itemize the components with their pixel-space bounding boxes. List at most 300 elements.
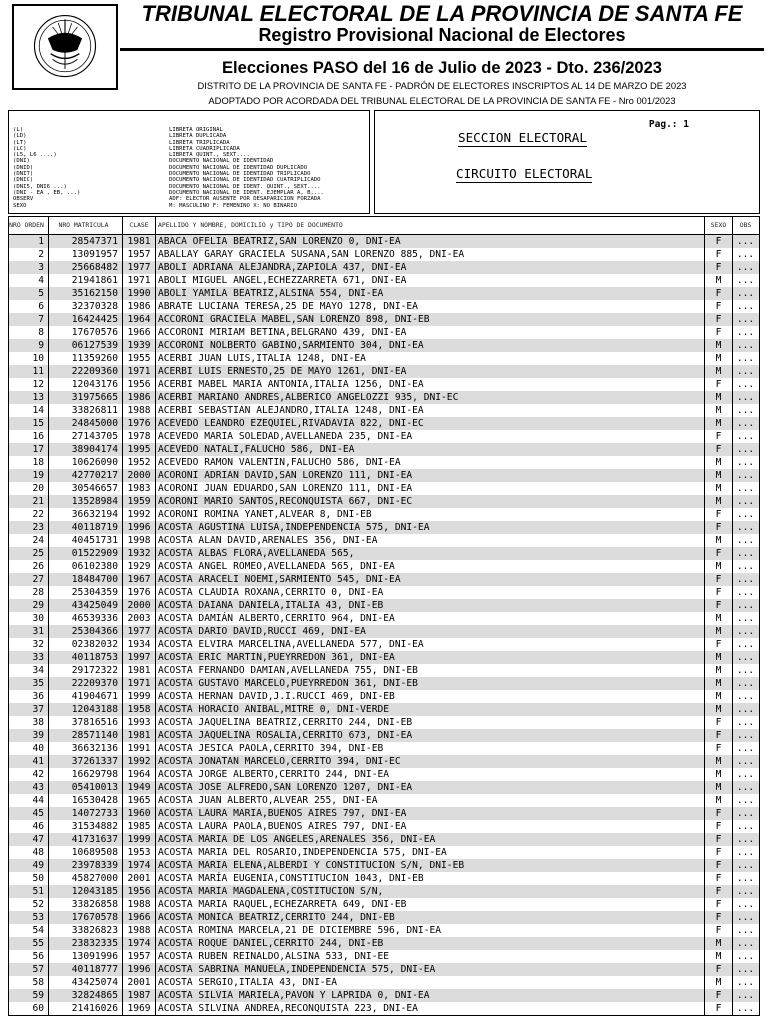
cell-clase: 1934	[123, 638, 156, 651]
table-row	[9, 807, 759, 820]
cell-apellido-domicilio: ACOSTA HORACIO ANIBAL,MITRE 0, DNI-VERDE	[156, 703, 705, 716]
cell-sexo: F	[705, 846, 733, 859]
cell-apellido-domicilio: ACOSTA MARIA DE LOS ANGELES,ARENALES 356, DNI-EA	[156, 833, 705, 846]
cell-sexo: M	[705, 781, 733, 794]
cell-nro-matricula: 16530428	[49, 794, 123, 807]
cell-obs: ...	[736, 522, 755, 533]
header-clase: CLASE	[123, 217, 156, 234]
cell-clase: 1996	[123, 963, 156, 976]
table-row	[9, 547, 759, 560]
cell-clase: 1957	[123, 950, 156, 963]
cell-apellido-domicilio: ACOSTA ALAN DAVID,ARENALES 356, DNI-EA	[156, 534, 705, 547]
table-row	[9, 755, 759, 768]
legend-description: DOCUMENTO NACIONAL DE IDENTIDAD DUPLICADO	[169, 164, 308, 171]
cell-obs: ...	[736, 717, 755, 728]
cell-apellido-domicilio: ACOSTA ROMINA MARCELA,21 DE DICIEMBRE 596, DNI-EA	[156, 924, 705, 937]
voter-roll-table	[8, 216, 760, 1016]
cell-sexo: F	[705, 807, 733, 820]
legend-description: DOCUMENTO NACIONAL DE IDENTIDAD CUATRIPLICADO	[169, 177, 321, 184]
cell-apellido-domicilio: ACOSTA ARACELI NOEMI,SARMIENTO 545, DNI-EA	[156, 573, 705, 586]
section-box	[374, 110, 760, 214]
cell-nro-matricula: 17670578	[49, 911, 123, 924]
cell-obs: ...	[736, 990, 755, 1001]
cell-nro-orden: 52	[9, 898, 49, 911]
legend-code: (DNI - EA , EB, ...)	[13, 189, 81, 196]
cell-obs: ...	[736, 379, 755, 390]
cell-nro-matricula: 28571140	[49, 729, 123, 742]
cell-obs: ...	[736, 418, 755, 429]
cell-nro-orden: 3	[9, 261, 49, 274]
cell-nro-matricula: 05410013	[49, 781, 123, 794]
cell-clase: 1990	[123, 287, 156, 300]
cell-apellido-domicilio: ACOSTA JAQUELINA BEATRIZ,CERRITO 244, DNI-EB	[156, 716, 705, 729]
cell-nro-orden: 13	[9, 391, 49, 404]
cell-nro-orden: 51	[9, 885, 49, 898]
cell-clase: 1966	[123, 326, 156, 339]
legend-description: DOCUMENTO NACIONAL DE IDENTIDAD	[169, 158, 274, 165]
cell-clase: 1953	[123, 846, 156, 859]
legend-code: (L)	[13, 127, 24, 133]
table-row	[9, 313, 759, 326]
table-row	[9, 768, 759, 781]
cell-sexo: M	[705, 495, 733, 508]
cell-sexo: M	[705, 391, 733, 404]
cell-nro-matricula: 40118719	[49, 521, 123, 534]
cell-clase: 1969	[123, 1002, 156, 1015]
cell-apellido-domicilio: ACOSTA FERNANDO DAMIAN,AVELLANEDA 755, DNI-EB	[156, 664, 705, 677]
table-row	[9, 404, 759, 417]
cell-sexo: F	[705, 287, 733, 300]
cell-nro-matricula: 41731637	[49, 833, 123, 846]
cell-obs: ...	[736, 821, 755, 832]
cell-apellido-domicilio: ABOLI MIGUEL ANGEL,ECHEZZARRETA 671, DNI-EA	[156, 274, 705, 287]
cell-nro-orden: 58	[9, 976, 49, 989]
header-nro-orden: NRO ORDEN	[9, 217, 49, 234]
table-row	[9, 716, 759, 729]
legend-description: DOCUMENTO NACIONAL DE IDENT. EJEMPLAR A, B,...	[169, 189, 324, 196]
cell-apellido-domicilio: ACOSTA CLAUDIA ROXANA,CERRITO 0, DNI-EA	[156, 586, 705, 599]
cell-sexo: F	[705, 547, 733, 560]
cell-nro-matricula: 45827000	[49, 872, 123, 885]
cell-nro-orden: 15	[9, 417, 49, 430]
cell-nro-orden: 36	[9, 690, 49, 703]
cell-nro-orden: 37	[9, 703, 49, 716]
cell-sexo: F	[705, 508, 733, 521]
table-row	[9, 794, 759, 807]
cell-clase: 1981	[123, 664, 156, 677]
cell-sexo: F	[705, 378, 733, 391]
cell-clase: 1986	[123, 300, 156, 313]
cell-nro-orden: 30	[9, 612, 49, 625]
cell-sexo: M	[705, 690, 733, 703]
cell-nro-orden: 42	[9, 768, 49, 781]
cell-nro-orden: 41	[9, 755, 49, 768]
cell-nro-matricula: 25304366	[49, 625, 123, 638]
cell-clase: 2001	[123, 872, 156, 885]
cell-nro-orden: 23	[9, 521, 49, 534]
cell-apellido-domicilio: ACOSTA SILVIA MARIELA,PAVON Y LAPRIDA 0, DNI-EA	[156, 989, 705, 1002]
table-row	[9, 482, 759, 495]
table-row	[9, 443, 759, 456]
cell-apellido-domicilio: ACOSTA JOSE ALFREDO,SAN LORENZO 1207, DNI-EA	[156, 781, 705, 794]
cell-apellido-domicilio: ACEVEDO MARIA SOLEDAD,AVELLANEDA 235, DNI-EA	[156, 430, 705, 443]
cell-obs: ...	[736, 639, 755, 650]
cell-nro-orden: 46	[9, 820, 49, 833]
table-row	[9, 833, 759, 846]
table-row	[9, 846, 759, 859]
cell-obs: ...	[736, 574, 755, 585]
cell-apellido-domicilio: ACOSTA JONATAN MARCELO,CERRITO 394, DNI-EC	[156, 755, 705, 768]
cell-apellido-domicilio: ACORONI MARIO SANTOS,RECONQUISTA 667, DNI-EC	[156, 495, 705, 508]
cell-apellido-domicilio: ACOSTA ELVIRA MARCELINA,AVELLANEDA 577, DNI-EA	[156, 638, 705, 651]
cell-obs: ...	[736, 405, 755, 416]
cell-nro-orden: 14	[9, 404, 49, 417]
cell-sexo: F	[705, 911, 733, 924]
legend-description: LIBRETA CUADRIPLICADA	[169, 145, 240, 152]
cell-sexo: M	[705, 612, 733, 625]
cell-nro-matricula: 46539336	[49, 612, 123, 625]
cell-nro-matricula: 12043185	[49, 885, 123, 898]
cell-sexo: F	[705, 885, 733, 898]
cell-obs: ...	[736, 314, 755, 325]
cell-sexo: F	[705, 521, 733, 534]
cell-sexo: F	[705, 872, 733, 885]
cell-obs: ...	[736, 275, 755, 286]
cell-clase: 1967	[123, 573, 156, 586]
legend-description: ADF: ELECTOR AUSENTE POR DESAPARICION FORZADA	[169, 196, 321, 203]
cell-clase: 1997	[123, 651, 156, 664]
cell-obs: ...	[736, 756, 755, 767]
cell-apellido-domicilio: ACEVEDO NATALI,FALUCHO 586, DNI-EA	[156, 443, 705, 456]
cell-obs: ...	[736, 691, 755, 702]
cell-sexo: F	[705, 573, 733, 586]
cell-nro-matricula: 38904174	[49, 443, 123, 456]
cell-apellido-domicilio: ABALLAY GARAY GRACIELA SUSANA,SAN LORENZO 885, DNI-EA	[156, 248, 705, 261]
cell-nro-orden: 31	[9, 625, 49, 638]
cell-sexo: M	[705, 664, 733, 677]
cell-sexo: M	[705, 365, 733, 378]
cell-clase: 1988	[123, 898, 156, 911]
cell-sexo: M	[705, 469, 733, 482]
table-row	[9, 651, 759, 664]
cell-nro-orden: 24	[9, 534, 49, 547]
cell-nro-orden: 25	[9, 547, 49, 560]
cell-nro-matricula: 36632136	[49, 742, 123, 755]
cell-nro-orden: 47	[9, 833, 49, 846]
cell-nro-orden: 28	[9, 586, 49, 599]
cell-apellido-domicilio: ACOSTA JORGE ALBERTO,CERRITO 244, DNI-EA	[156, 768, 705, 781]
cell-apellido-domicilio: ACERBI SEBASTIAN ALEJANDRO,ITALIA 1248, DNI-EA	[156, 404, 705, 417]
cell-nro-matricula: 27143705	[49, 430, 123, 443]
legend-row	[13, 203, 369, 209]
cell-apellido-domicilio: ACOSTA GUSTAVO MARCELO,PUEYRREDON 361, DNI-EB	[156, 677, 705, 690]
cell-obs: ...	[736, 626, 755, 637]
cell-obs: ...	[736, 353, 755, 364]
cell-sexo: F	[705, 300, 733, 313]
table-row	[9, 690, 759, 703]
cell-obs: ...	[736, 483, 755, 494]
cell-sexo: F	[705, 898, 733, 911]
cell-clase: 1956	[123, 378, 156, 391]
cell-apellido-domicilio: ACOSTA HERNAN DAVID,J.I.RUCCI 469, DNI-EB	[156, 690, 705, 703]
cell-nro-orden: 8	[9, 326, 49, 339]
cell-sexo: M	[705, 339, 733, 352]
cell-apellido-domicilio: ACERBI MABEL MARIA ANTONIA,ITALIA 1256, DNI-EA	[156, 378, 705, 391]
cell-nro-matricula: 28547371	[49, 235, 123, 248]
cell-clase: 1999	[123, 833, 156, 846]
cell-apellido-domicilio: ACOSTA DARIO DAVID,RUCCI 469, DNI-EA	[156, 625, 705, 638]
cell-nro-orden: 26	[9, 560, 49, 573]
table-row	[9, 898, 759, 911]
cell-apellido-domicilio: ACERBI LUIS ERNESTO,25 DE MAYO 1261, DNI-EA	[156, 365, 705, 378]
cell-apellido-domicilio: ACOSTA DAMIÁN ALBERTO,CERRITO 964, DNI-EA	[156, 612, 705, 625]
cell-nro-orden: 53	[9, 911, 49, 924]
cell-obs: ...	[736, 860, 755, 871]
cell-apellido-domicilio: ACERBI JUAN LUIS,ITALIA 1248, DNI-EA	[156, 352, 705, 365]
cell-clase: 1949	[123, 781, 156, 794]
cell-clase: 1929	[123, 560, 156, 573]
legend-code: (DNIC)	[13, 177, 34, 184]
cell-sexo: F	[705, 586, 733, 599]
cell-apellido-domicilio: ACOSTA SERGIO,ITALIA 43, DNI-EA	[156, 976, 705, 989]
abbreviation-legend	[8, 110, 370, 214]
cell-nro-orden: 4	[9, 274, 49, 287]
cell-nro-matricula: 18484700	[49, 573, 123, 586]
table-row	[9, 417, 759, 430]
cell-nro-matricula: 43425074	[49, 976, 123, 989]
registry-subtitle: Registro Provisional Nacional de Electores	[258, 25, 626, 45]
cell-clase: 1971	[123, 274, 156, 287]
legend-description: LIBRETA DUPLICADA	[169, 133, 227, 140]
cell-obs: ...	[736, 925, 755, 936]
cell-nro-matricula: 02382032	[49, 638, 123, 651]
seal-emblem-icon	[14, 6, 116, 88]
cell-clase: 1999	[123, 690, 156, 703]
cell-nro-orden: 2	[9, 248, 49, 261]
cell-sexo: M	[705, 417, 733, 430]
cell-sexo: F	[705, 638, 733, 651]
cell-obs: ...	[736, 834, 755, 845]
cell-nro-matricula: 24845000	[49, 417, 123, 430]
cell-apellido-domicilio: ACOSTA LAURA MARIA,BUENOS AIRES 797, DNI-EA	[156, 807, 705, 820]
cell-nro-matricula: 13528984	[49, 495, 123, 508]
table-row	[9, 300, 759, 313]
cell-clase: 1993	[123, 716, 156, 729]
legend-description: LIBRETA TRIPLICADA	[169, 139, 230, 146]
cell-sexo: F	[705, 599, 733, 612]
table-row	[9, 235, 759, 248]
cell-nro-matricula: 21416026	[49, 1002, 123, 1015]
cell-obs: ...	[736, 366, 755, 377]
header-apellido: APELLIDO Y NOMBRE, DOMICILIO y TIPO DE DOCUMENTO	[156, 217, 705, 234]
cell-apellido-domicilio: ACOSTA SILVINA ANDREA,RECONQUISTA 223, DNI-EA	[156, 1002, 705, 1015]
cell-obs: ...	[736, 301, 755, 312]
legend-code: (DNID)	[13, 164, 34, 171]
cell-obs: ...	[736, 444, 755, 455]
table-row	[9, 495, 759, 508]
cell-sexo: F	[705, 963, 733, 976]
cell-nro-matricula: 25304359	[49, 586, 123, 599]
cell-sexo: M	[705, 456, 733, 469]
table-row	[9, 703, 759, 716]
cell-nro-matricula: 40118777	[49, 963, 123, 976]
cell-clase: 1985	[123, 820, 156, 833]
cell-clase: 1955	[123, 352, 156, 365]
cell-nro-matricula: 37261337	[49, 755, 123, 768]
cell-sexo: M	[705, 794, 733, 807]
cell-nro-orden: 10	[9, 352, 49, 365]
cell-nro-matricula: 21941861	[49, 274, 123, 287]
cell-nro-matricula: 12043176	[49, 378, 123, 391]
table-row	[9, 339, 759, 352]
cell-nro-matricula: 40118753	[49, 651, 123, 664]
cell-clase: 1992	[123, 508, 156, 521]
cell-sexo: M	[705, 274, 733, 287]
cell-nro-orden: 11	[9, 365, 49, 378]
cell-clase: 1952	[123, 456, 156, 469]
cell-nro-matricula: 31975665	[49, 391, 123, 404]
cell-nro-matricula: 11359260	[49, 352, 123, 365]
cell-apellido-domicilio: ACOSTA JUAN ALBERTO,ALVEAR 255, DNI-EA	[156, 794, 705, 807]
cell-clase: 1964	[123, 313, 156, 326]
table-row	[9, 560, 759, 573]
table-row	[9, 274, 759, 287]
cell-obs: ...	[736, 730, 755, 741]
cell-clase: 1965	[123, 794, 156, 807]
table-row	[9, 248, 759, 261]
cell-clase: 2003	[123, 612, 156, 625]
table-row	[9, 430, 759, 443]
table-row	[9, 625, 759, 638]
cell-sexo: F	[705, 989, 733, 1002]
cell-sexo: M	[705, 560, 733, 573]
cell-nro-matricula: 35162150	[49, 287, 123, 300]
cell-nro-orden: 33	[9, 651, 49, 664]
cell-clase: 1960	[123, 807, 156, 820]
cell-clase: 1974	[123, 937, 156, 950]
header-nro-matricula: NRO MATRICULA	[49, 217, 123, 234]
cell-apellido-domicilio: ABRATE LUCIANA TERESA,25 DE MAYO 1278, DNI-EA	[156, 300, 705, 313]
cell-nro-matricula: 33826858	[49, 898, 123, 911]
cell-apellido-domicilio: ACORONI ADRIAN DAVID,SAN LORENZO 111, DNI-EA	[156, 469, 705, 482]
table-row	[9, 638, 759, 651]
cell-obs: ...	[736, 886, 755, 897]
cell-clase: 1939	[123, 339, 156, 352]
cell-nro-orden: 29	[9, 599, 49, 612]
table-row	[9, 573, 759, 586]
table-row	[9, 989, 759, 1002]
table-row	[9, 508, 759, 521]
cell-nro-orden: 6	[9, 300, 49, 313]
table-row	[9, 521, 759, 534]
table-row	[9, 586, 759, 599]
legend-code: (DNIT)	[13, 171, 34, 178]
legend-description: LIBRETA ORIGINAL	[169, 127, 223, 133]
cell-sexo: F	[705, 248, 733, 261]
cell-sexo: F	[705, 313, 733, 326]
cell-nro-matricula: 30546657	[49, 482, 123, 495]
cell-nro-matricula: 23978339	[49, 859, 123, 872]
legend-code: SEXO	[13, 202, 27, 209]
cell-obs: ...	[736, 236, 755, 247]
table-row	[9, 976, 759, 989]
cell-sexo: F	[705, 742, 733, 755]
cell-nro-matricula: 12043188	[49, 703, 123, 716]
legend-description: LIBRETA QUINT., SEXT....	[169, 152, 250, 159]
cell-sexo: F	[705, 859, 733, 872]
cell-obs: ...	[736, 613, 755, 624]
cell-clase: 1978	[123, 430, 156, 443]
cell-nro-matricula: 36632194	[49, 508, 123, 521]
cell-nro-matricula: 31534882	[49, 820, 123, 833]
cell-nro-orden: 17	[9, 443, 49, 456]
cell-apellido-domicilio: ACOSTA MONICA BEATRIZ,CERRITO 244, DNI-EB	[156, 911, 705, 924]
cell-obs: ...	[736, 262, 755, 273]
agreement-line: ADOPTADO POR ACORDADA DEL TRIBUNAL ELECTORAL DE LA PROVINCIA DE SANTA FE - Nro 001/2023	[208, 95, 676, 106]
cell-apellido-domicilio: ACOSTA JESICA PAOLA,CERRITO 394, DNI-EB	[156, 742, 705, 755]
cell-obs: ...	[736, 782, 755, 793]
cell-apellido-domicilio: ACOSTA MARIA ELENA,ALBERDI Y CONSTITUCION S/N, DNI-EB	[156, 859, 705, 872]
cell-nro-matricula: 23832335	[49, 937, 123, 950]
cell-clase: 1986	[123, 391, 156, 404]
cell-sexo: F	[705, 443, 733, 456]
table-row	[9, 378, 759, 391]
cell-obs: ...	[736, 535, 755, 546]
table-row	[9, 781, 759, 794]
cell-sexo: F	[705, 261, 733, 274]
cell-clase: 1981	[123, 729, 156, 742]
cell-apellido-domicilio: ACOSTA JAQUELINA ROSALIA,CERRITO 673, DNI-EA	[156, 729, 705, 742]
page-number	[649, 119, 689, 130]
cell-apellido-domicilio: ACOSTA RUBEN REINALDO,ALSINA 533, DNI-EE	[156, 950, 705, 963]
cell-nro-matricula: 10626090	[49, 456, 123, 469]
table-row	[9, 612, 759, 625]
cell-obs: ...	[736, 496, 755, 507]
cell-sexo: M	[705, 482, 733, 495]
cell-obs: ...	[736, 509, 755, 520]
table-row	[9, 391, 759, 404]
table-row	[9, 742, 759, 755]
table-row	[9, 1002, 759, 1015]
cell-apellido-domicilio: ACOSTA SABRINA MANUELA,INDEPENDENCIA 575, DNI-EA	[156, 963, 705, 976]
table-row	[9, 820, 759, 833]
cell-nro-matricula: 29172322	[49, 664, 123, 677]
cell-nro-matricula: 13091996	[49, 950, 123, 963]
cell-obs: ...	[736, 743, 755, 754]
cell-nro-orden: 43	[9, 781, 49, 794]
cell-apellido-domicilio: ACORONI JUAN EDUARDO,SAN LORENZO 111, DNI-EA	[156, 482, 705, 495]
cell-nro-matricula: 22209370	[49, 677, 123, 690]
cell-nro-orden: 35	[9, 677, 49, 690]
cell-nro-orden: 5	[9, 287, 49, 300]
cell-clase: 1932	[123, 547, 156, 560]
election-title: Elecciones PASO del 16 de Julio de 2023 - Dto. 236/2023	[222, 59, 662, 77]
cell-clase: 1964	[123, 768, 156, 781]
cell-nro-orden: 38	[9, 716, 49, 729]
cell-obs: ...	[736, 977, 755, 988]
tribunal-title: TRIBUNAL ELECTORAL DE LA PROVINCIA DE SANTA FE	[141, 1, 743, 26]
cell-nro-matricula: 32370328	[49, 300, 123, 313]
cell-sexo: F	[705, 716, 733, 729]
cell-obs: ...	[736, 704, 755, 715]
cell-clase: 1991	[123, 742, 156, 755]
cell-nro-orden: 59	[9, 989, 49, 1002]
table-row	[9, 677, 759, 690]
cell-sexo: F	[705, 924, 733, 937]
cell-apellido-domicilio: ACOSTA MARIA RAQUEL,ECHEZARRETA 649, DNI-EB	[156, 898, 705, 911]
cell-obs: ...	[736, 964, 755, 975]
cell-apellido-domicilio: ABOLI YAMILA BEATRIZ,ALSINA 554, DNI-EA	[156, 287, 705, 300]
